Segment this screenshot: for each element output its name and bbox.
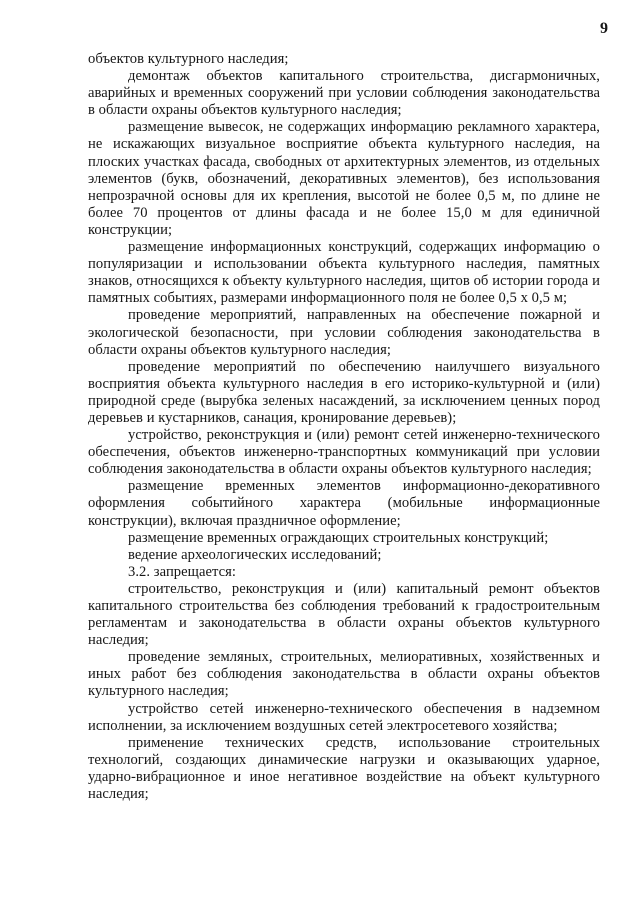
paragraph-continuation: объектов культурного наследия; <box>88 51 289 67</box>
paragraph-information-structures: размещение информационных конструкций, содержащих информацию о популяризации и использовании объекта культурного наследия, памятных знаков, относящихся к объекту культурного наследия, щитов об истории города и памятных событиях, размерами информационного поля не более 0,5 х 0,5 м; <box>88 239 600 307</box>
paragraph-fire-safety: проведение мероприятий, направленных на обеспечение пожарной и экологической безопасности, при условии соблюдения законодательства в области охраны объектов культурного наследия; <box>88 307 600 358</box>
page-number: 9 <box>600 20 608 37</box>
paragraph-construction-prohibited: строительство, реконструкция и (или) капитальный ремонт объектов капитального строительства без соблюдения требований к градостроительным регламентам и законодательства в области охраны объектов культурного наследия; <box>88 580 600 649</box>
paragraph-visual-perception: проведение мероприятий по обеспечению наилучшего визуального восприятия объекта культурного наследия в его историко-культурной и (или) природной среде (вырубка зеленых насаждений, за исключением ценных пород деревьев и кустарников, санация, кронирование деревьев); <box>88 358 600 426</box>
paragraph-earthworks-prohibited: проведение земляных, строительных, мелиоративных, хозяйственных и иных работ без соблюдения законодательства в области охраны объектов культурного наследия; <box>88 649 600 700</box>
paragraph-temporary-decoration: размещение временных элементов информационно-декоративного оформления событийного характера (мобильные информационные конструкции), включая праздничное оформление; <box>88 478 600 529</box>
paragraph-dynamic-loads-prohibited: применение технических средств, использование строительных технологий, создающих динамические нагрузки и оказывающих ударное, ударно-вибрационное и иное негативное воздействие на объект культурного наследия; <box>88 734 600 803</box>
paragraph-engineering-networks: устройство, реконструкция и (или) ремонт сетей инженерно-технического обеспечения, объектов инженерно-транспортных коммуникаций при условии соблюдения законодательства в области охраны объектов культурного наследия; <box>88 427 600 478</box>
paragraph-archaeology: ведение археологических исследований; <box>128 546 382 563</box>
paragraph-signboards: размещение вывесок, не содержащих информацию рекламного характера, не искажающих визуальное восприятие объекта культурного наследия, на плоских участках фасада, свободных от архитектурных элементов, из отдельных элементов (букв, обозначений, декоративных элементов), без использования непрозрачной основы для их крепления, высотой не более 0,5 м, по длине не более 70 процентов от длины фасада и не более 15,0 м для единичной конструкции; <box>88 119 600 238</box>
paragraph-overhead-networks-prohibited: устройство сетей инженерно-технического обеспечения в надземном исполнении, за исключением воздушных сетей электросетевого хозяйства; <box>88 700 600 734</box>
section-heading-prohibited: 3.2. запрещается: <box>128 563 237 580</box>
document-body <box>88 51 600 803</box>
paragraph-dismantling: демонтаж объектов капитального строительства, дисгармоничных, аварийных и временных сооружений при условии соблюдения законодательства в области охраны объектов культурного наследия; <box>88 68 600 119</box>
paragraph-temporary-fencing: размещение временных ограждающих строительных конструкций; <box>128 529 549 546</box>
